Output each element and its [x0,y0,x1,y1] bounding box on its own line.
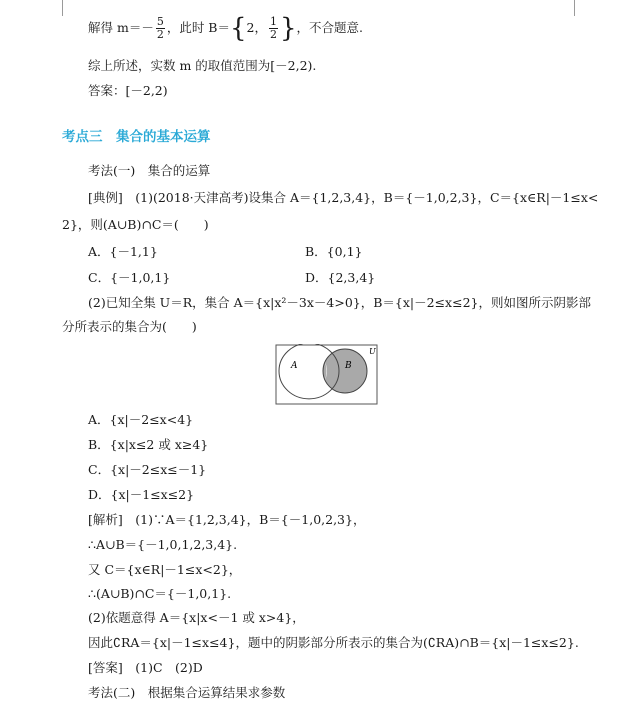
page-corner-mark [44,0,63,16]
fraction: $\frac{5}{2}$ [156,15,164,41]
venn-diagram [275,344,379,406]
question-line: 分所表示的集合为( ) [62,319,197,334]
page-corner-mark [574,0,593,16]
analysis-line: ∴(A∪B)∩C＝{－1,0,1}. [88,586,232,601]
analysis-line: 因此∁RA＝{x|－1≤x≤4}，题中的阴影部分所表示的集合为(∁RA)∩B＝{x|－1≤x≤2}. [88,635,579,650]
solve-line: 解得 m＝－ $\frac{5}{2}$ ，此时 B＝{2， $\frac{1}{2}$ }，不合题意. [88,13,364,44]
analysis-line: ∴A∪B＝{－1,0,1,2,3,4}. [88,537,238,552]
question-line: (2)已知全集 U＝R，集合 A＝{x|x²－3x－4>0}，B＝{x|－2≤x≤2}，则如图所示阴影部 [88,295,591,310]
label-b: B [345,361,352,371]
option: B．{x|x≤2 或 x≥4} [88,437,209,452]
analysis-line: (2)依题意得 A＝{x|x<－1 或 x>4}， [88,610,305,625]
option: B．{0,1} [305,244,363,259]
section-heading: 考点三 集合的基本运算 [62,129,211,145]
method-heading: 考法(一) 集合的运算 [88,163,211,178]
option-row [88,243,158,261]
label-a: A [291,361,298,371]
option: C．{x|－2≤x≤－1} [88,462,207,477]
analysis-line: [解析] (1)∵A＝{1,2,3,4}，B＝{－1,0,2,3}， [88,512,366,527]
example-line: [典例] (1)(2018·天津高考)设集合 A＝{1,2,3,4}，B＝{－1,0,2,3}，C＝{x∈R|－1≤x< [88,190,599,205]
analysis-line: 又 C＝{x∈R|－1≤x<2}， [88,562,242,577]
option: A．{－1,1} [88,244,158,259]
option: C．{－1,0,1} [88,270,171,285]
set-b-circle [323,349,367,393]
option: D．{2,3,4} [305,270,376,285]
option: D．{x|－1≤x≤2} [88,487,195,502]
summary-line: 综上所述，实数 m 的取值范围为[－2,2). [88,58,317,73]
method-heading: 考法(二) 根据集合运算结果求参数 [88,685,286,700]
example-line: 2}，则(A∪B)∩C＝( ) [62,217,209,232]
option: A．{x|－2≤x<4} [88,412,194,427]
label-u: U [369,347,376,356]
answer-line: [答案] (1)C (2)D [88,660,203,675]
fraction: $\frac{1}{2}$ [270,15,277,41]
answer-line: 答案：[－2,2) [88,83,168,98]
